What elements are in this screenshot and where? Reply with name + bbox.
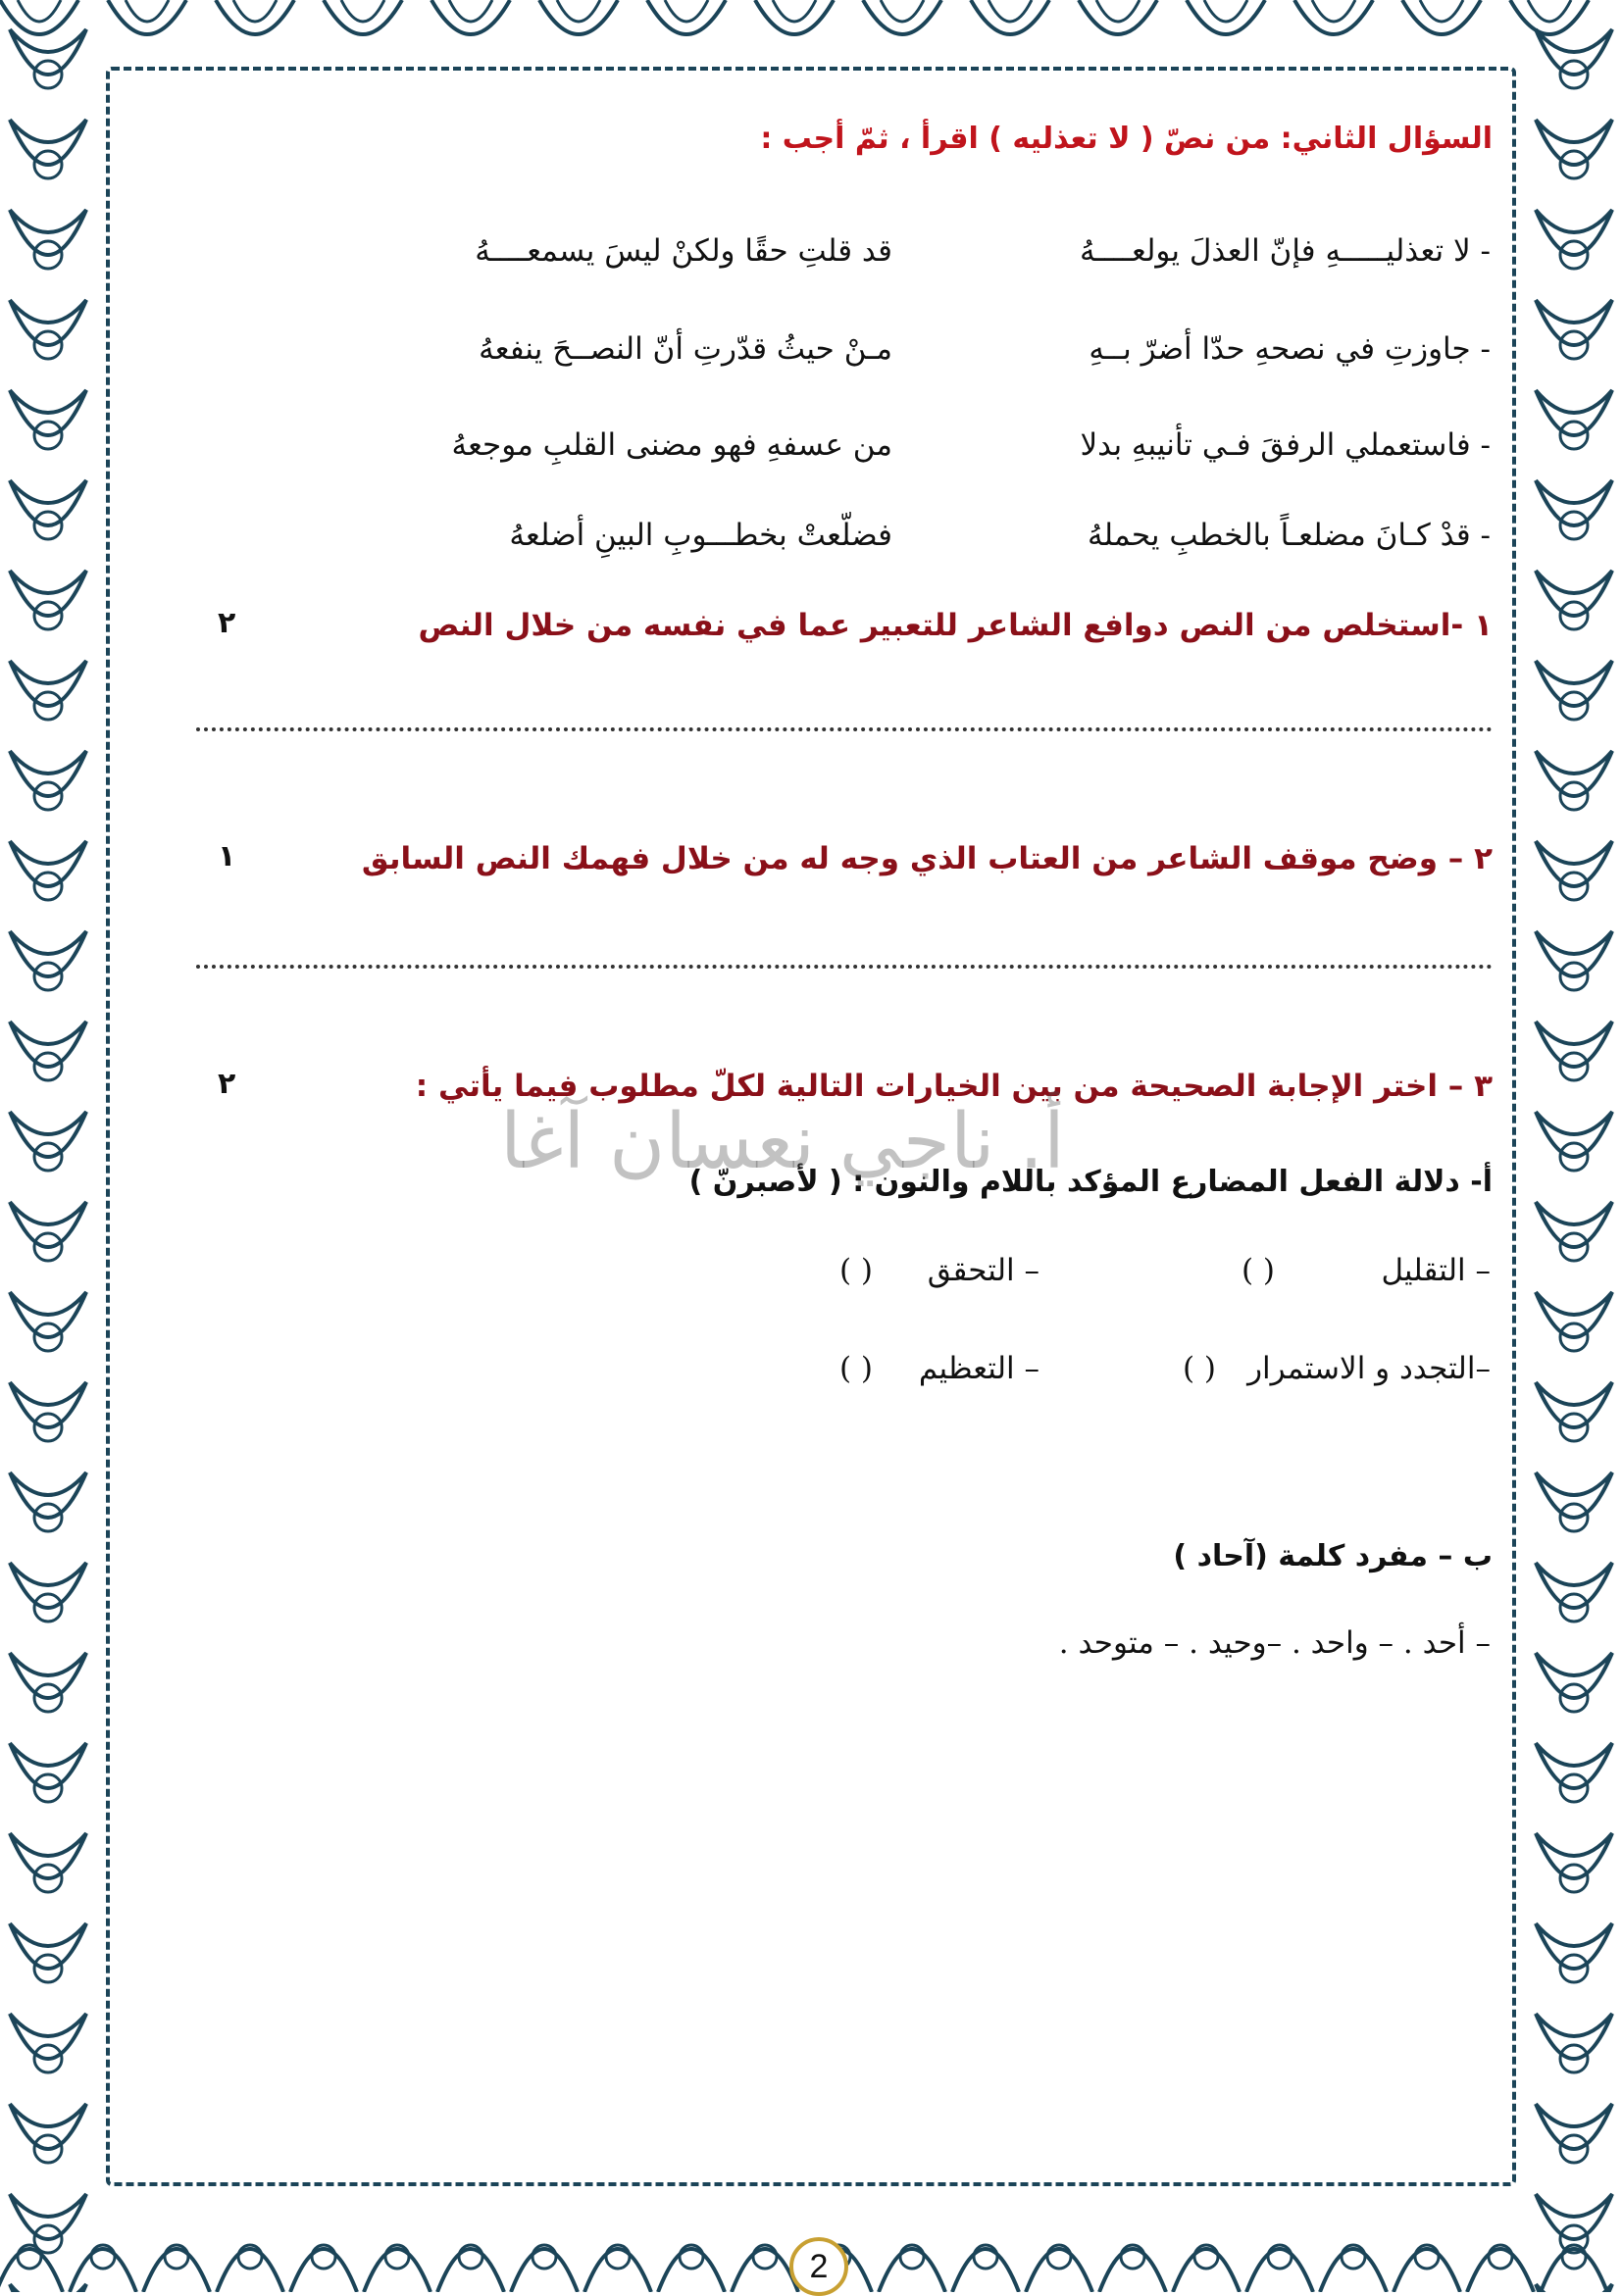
verse-3-second: من عسفهِ فهو مضنى القلبِ موجعهُ	[451, 427, 892, 463]
option-reduction-bracket[interactable]: ( )	[1241, 1253, 1275, 1288]
page-number: 2	[789, 2237, 848, 2296]
verse-3-first: - فاستعملي الرفقَ فـي تأنيبهِ بدلا	[1080, 427, 1491, 463]
answer-line-2[interactable]	[196, 959, 1493, 969]
option-renewal: –التجدد و الاستمرار	[1247, 1351, 1491, 1386]
question-title: السؤال الثاني: من نصّ ( لا تعذليه ) اقرأ ، ثمّ أجب :	[760, 122, 1493, 156]
part-a-prompt: أ- دلالة الفعل المضارع المؤكد باللام والنون : ( لأصبرنّ )	[688, 1165, 1493, 1199]
verse-1-first: - لا تعذليـــــهِ فإنّ العذلَ يولعــــهُ	[1080, 233, 1491, 269]
question-item-1: ١ -استخلص من النص دوافع الشاعر للتعبير عما في نفسه من خلال النص	[418, 608, 1493, 643]
question-item-3: ٣ – اختر الإجابة الصحيحة من بين الخيارات التالية لكلّ مطلوب فيما يأتي :	[415, 1069, 1493, 1104]
right-ornament-border	[1526, 0, 1622, 2292]
question-item-2: ٢ – وضح موقف الشاعر من العتاب الذي وجه له من خلال فهمك النص السابق	[361, 841, 1493, 876]
option-reduction: – التقليل	[1381, 1253, 1491, 1288]
item-1-mark: ٢	[218, 606, 236, 640]
part-b-prompt: ب – مفرد كلمة (آحاد )	[1173, 1539, 1493, 1573]
author-watermark: أ. ناجي نعسان آغا	[500, 1098, 1065, 1186]
verse-4-second: فضلّعتْ بخطـــوبِ البينِ أضلعهُ	[509, 518, 892, 553]
verse-2-first: - جاوزتِ في نصحهِ حدّا أضرّ بــهِ	[1089, 331, 1491, 367]
part-b-options[interactable]: – أحد . – واحد . –وحيد . – متوحد .	[1058, 1625, 1491, 1661]
verse-2-second: مـنْ حيثُ قدّرتِ أنّ النصــحَ ينفعهُ	[479, 331, 892, 367]
left-ornament-border	[0, 0, 96, 2292]
option-renewal-bracket[interactable]: ( )	[1182, 1351, 1216, 1386]
verse-1-second: قد قلتِ حقًا ولكنْ ليسَ يسمعــــهُ	[475, 233, 892, 269]
item-3-mark: ٢	[218, 1067, 236, 1101]
option-glorification: – التعظيم	[918, 1351, 1039, 1386]
item-2-mark: ١	[218, 839, 236, 873]
answer-line-1[interactable]	[196, 722, 1493, 731]
option-certainty: – التحقق	[927, 1253, 1039, 1288]
verse-4-first: - قدْ كـانَ مضلعـاً بالخطبِ يحملهُ	[1088, 518, 1491, 553]
option-certainty-bracket[interactable]: ( )	[838, 1253, 873, 1288]
top-ornament-border	[0, 0, 1622, 61]
option-glorification-bracket[interactable]: ( )	[838, 1351, 873, 1386]
